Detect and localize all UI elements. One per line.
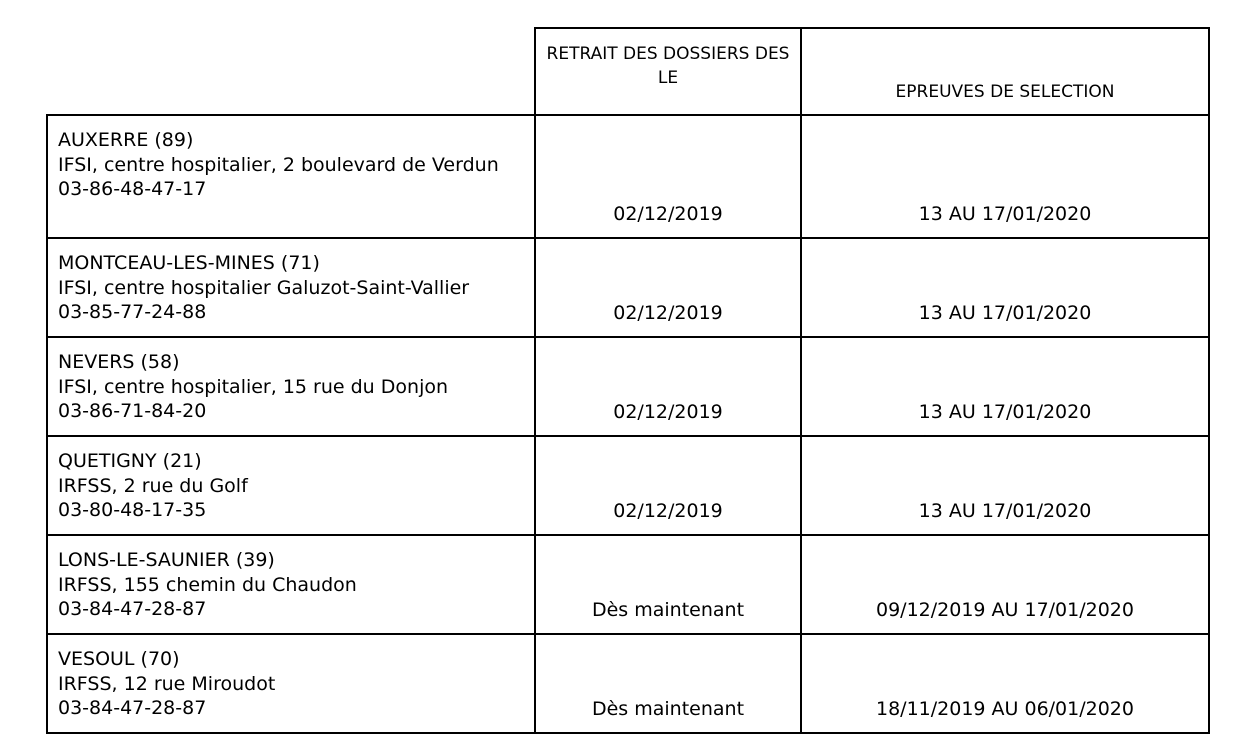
site-cell bbox=[47, 238, 535, 337]
site-phone: 03-86-71-84-20 bbox=[58, 400, 207, 422]
site-city: LONS-LE-SAUNIER (39) bbox=[58, 549, 275, 571]
site-cell bbox=[47, 436, 535, 535]
header-retrait: RETRAIT DES DOSSIERS DES LE bbox=[535, 28, 801, 115]
site-phone: 03-84-47-28-87 bbox=[58, 598, 207, 620]
table-row bbox=[47, 535, 1209, 634]
header-empty-cell bbox=[47, 28, 535, 115]
epreuves-date: 18/11/2019 AU 06/01/2020 bbox=[801, 634, 1209, 733]
site-address: IRFSS, 2 rue du Golf bbox=[58, 474, 248, 497]
retrait-date: 02/12/2019 bbox=[535, 115, 801, 238]
retrait-date: Dès maintenant bbox=[535, 634, 801, 733]
epreuves-date: 13 AU 17/01/2020 bbox=[801, 115, 1209, 238]
site-city: AUXERRE (89) bbox=[58, 129, 194, 151]
site-address: IFSI, centre hospitalier, 15 rue du Donjon bbox=[58, 375, 449, 398]
table-row bbox=[47, 337, 1209, 436]
site-address: IRFSS, 12 rue Miroudot bbox=[58, 672, 276, 695]
site-phone: 03-86-48-47-17 bbox=[58, 178, 207, 200]
epreuves-date: 13 AU 17/01/2020 bbox=[801, 436, 1209, 535]
site-address: IFSI, centre hospitalier, 2 boulevard de Verdun bbox=[58, 153, 499, 176]
site-address: IRFSS, 155 chemin du Chaudon bbox=[58, 573, 357, 596]
site-city: NEVERS (58) bbox=[58, 351, 180, 373]
site-cell bbox=[47, 337, 535, 436]
epreuves-date: 13 AU 17/01/2020 bbox=[801, 337, 1209, 436]
retrait-date: 02/12/2019 bbox=[535, 337, 801, 436]
table-row bbox=[47, 115, 1209, 238]
site-cell bbox=[47, 634, 535, 733]
site-cell bbox=[47, 535, 535, 634]
header-epreuves: EPREUVES DE SELECTION bbox=[801, 28, 1209, 115]
site-city: VESOUL (70) bbox=[58, 648, 180, 670]
table-header bbox=[47, 28, 1209, 115]
table-row bbox=[47, 634, 1209, 733]
site-city: MONTCEAU-LES-MINES (71) bbox=[58, 252, 320, 274]
table-row bbox=[47, 238, 1209, 337]
site-phone: 03-80-48-17-35 bbox=[58, 499, 207, 521]
retrait-date: Dès maintenant bbox=[535, 535, 801, 634]
epreuves-date: 09/12/2019 AU 17/01/2020 bbox=[801, 535, 1209, 634]
site-city: QUETIGNY (21) bbox=[58, 450, 202, 472]
schedule-table bbox=[46, 27, 1210, 734]
retrait-date: 02/12/2019 bbox=[535, 436, 801, 535]
site-phone: 03-84-47-28-87 bbox=[58, 697, 207, 719]
table-row bbox=[47, 436, 1209, 535]
site-cell bbox=[47, 115, 535, 238]
retrait-date: 02/12/2019 bbox=[535, 238, 801, 337]
site-phone: 03-85-77-24-88 bbox=[58, 301, 207, 323]
site-address: IFSI, centre hospitalier Galuzot-Saint-Vallier bbox=[58, 276, 470, 299]
epreuves-date: 13 AU 17/01/2020 bbox=[801, 238, 1209, 337]
